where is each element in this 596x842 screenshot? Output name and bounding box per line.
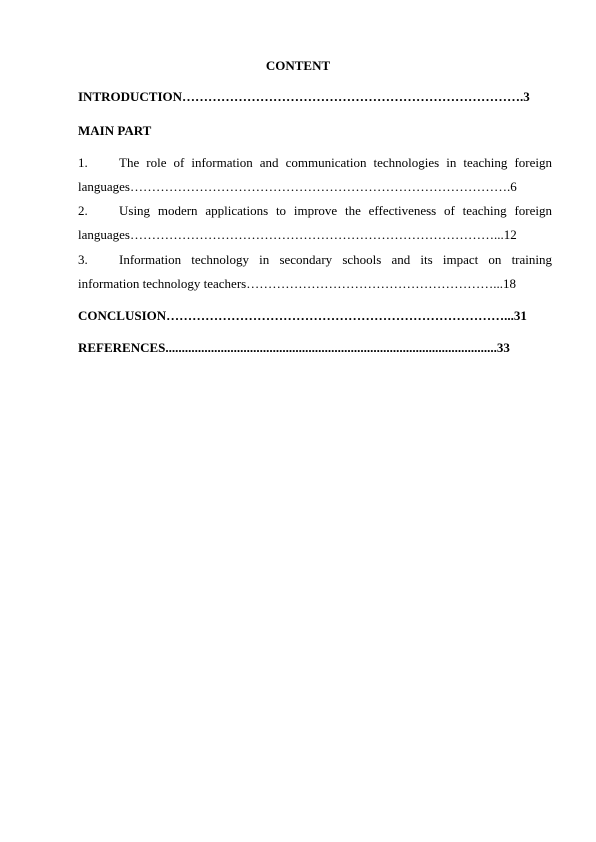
toc-entry-references: REFERENCES......................................................................................................33 <box>78 340 510 355</box>
toc-entry-1-line1 <box>78 155 552 171</box>
toc-entry-2-text: Using modern applications to improve the effectiveness of teaching foreign <box>119 203 552 218</box>
toc-entry-2-number: 2. <box>78 203 88 218</box>
toc-entry-1-line2: languages…………………………………………………………………………….6 <box>78 179 517 194</box>
toc-entry-2-line2: languages…………………………………………………………………………...12 <box>78 227 517 242</box>
toc-title: CONTENT <box>265 58 331 73</box>
toc-heading-main-part: MAIN PART <box>78 123 152 138</box>
toc-entry-3-number: 3. <box>78 252 88 267</box>
toc-entry-2-line1 <box>78 203 552 219</box>
toc-entry-3-line1 <box>78 252 552 268</box>
toc-entry-conclusion: CONCLUSION……………………………………………………………………...31 <box>78 308 527 323</box>
toc-entry-1-text: The role of information and communication technologies in teaching foreign <box>119 155 552 170</box>
toc-entry-introduction: INTRODUCTION…………………………………………………………………….3 <box>78 89 530 104</box>
toc-entry-3-line2: information technology teachers…………………………………………………...18 <box>78 276 516 291</box>
toc-entry-3-text: Information technology in secondary schools and its impact on training <box>119 252 552 267</box>
toc-entry-1-number: 1. <box>78 155 88 170</box>
